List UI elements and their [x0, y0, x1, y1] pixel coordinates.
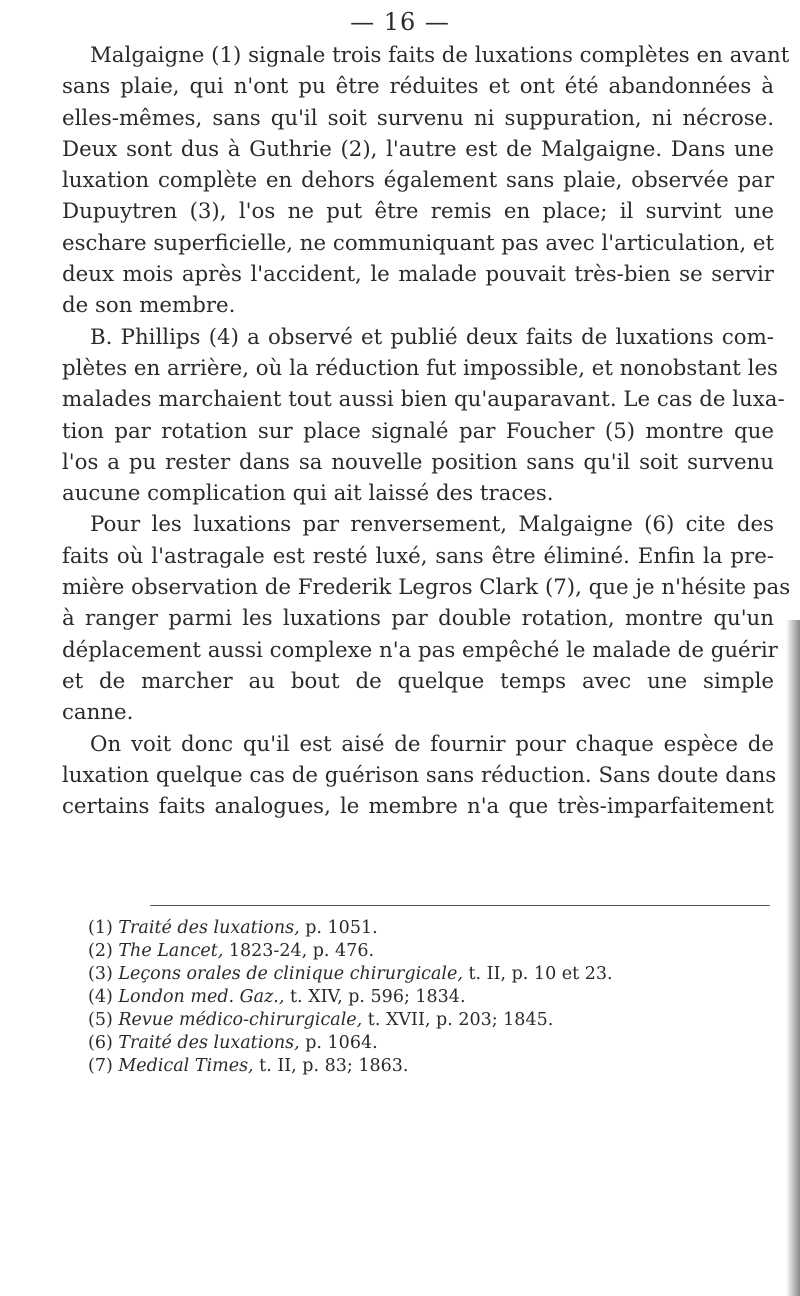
text-line: tion par rotation sur place signalé par Foucher (5) montre que — [62, 418, 774, 444]
footnote-title: Traité des luxations, — [118, 1033, 300, 1053]
text-line: luxation complète en dehors également sans plaie, observée par — [62, 168, 774, 194]
text-line: à ranger parmi les luxations par double rotation, montre qu'un — [62, 606, 774, 632]
footnote-detail: t. XIV, p. 596; 1834. — [284, 987, 466, 1007]
footnote-number: (6) — [88, 1033, 113, 1053]
text-line: déplacement aussi complexe n'a pas empêché le malade de guérir — [62, 637, 778, 663]
footnote-title: Revue médico-chirurgicale, — [118, 1010, 363, 1030]
footnote — [88, 940, 748, 963]
text-line: Deux sont dus à Guthrie (2), l'autre est de Malgaigne. Dans une — [62, 136, 774, 162]
footnote-title: The Lancet, — [118, 941, 224, 961]
footnote-detail: 1823-24, p. 476. — [223, 941, 375, 961]
footnote — [88, 1032, 748, 1055]
footnotes — [88, 917, 748, 1078]
text-line: sans plaie, qui n'ont pu être réduites et ont été abandonnées à — [62, 74, 774, 100]
text-line: eschare superficielle, ne communiquant pas avec l'articulation, et — [62, 230, 775, 256]
text-line: elles-mêmes, sans qu'il soit survenu ni suppuration, ni nécrose. — [62, 105, 774, 131]
text-line: certains faits analogues, le membre n'a que très-imparfaitement — [62, 794, 774, 820]
text-line: faits où l'astragale est resté luxé, sans être éliminé. Enfin la pre- — [62, 543, 774, 569]
body-text — [62, 40, 791, 822]
text-line: plètes en arrière, où la réduction fut impossible, et nonobstant les — [62, 355, 778, 381]
footnote-title: Traité des luxations, — [118, 918, 300, 938]
footnote — [88, 986, 748, 1009]
footnote-number: (5) — [88, 1010, 113, 1030]
footnote-detail: p. 1051. — [299, 918, 378, 938]
text-line: B. Phillips (4) a observé et publié deux faits de luxations com- — [90, 324, 774, 350]
text-line: Malgaigne (1) signale trois faits de luxations complètes en avant — [90, 43, 790, 68]
footnote-number: (2) — [88, 941, 113, 961]
footnote-number: (4) — [88, 987, 113, 1007]
text-line: Pour les luxations par renversement, Malgaigne (6) cite des — [90, 512, 774, 538]
text-line: deux mois après l'accident, le malade pouvait très-bien se servir — [62, 262, 774, 288]
footnote — [88, 917, 748, 940]
text-line: l'os a pu rester dans sa nouvelle position sans qu'il soit survenu — [62, 449, 774, 475]
text-line: et de marcher au bout de quelque temps avec une simple — [62, 668, 774, 694]
text-line: luxation quelque cas de guérison sans réduction. Sans doute dans — [62, 762, 777, 788]
footnote-title: London med. Gaz., — [118, 987, 285, 1007]
footnote — [88, 1009, 748, 1032]
text-line: aucune complication qui ait laissé des traces. — [62, 481, 554, 507]
page-edge-shadow — [786, 620, 800, 1296]
footnote-number: (1) — [88, 918, 113, 938]
footnote-number: (3) — [88, 964, 113, 984]
text-line: canne. — [62, 700, 134, 726]
footnote-detail: p. 1064. — [299, 1033, 378, 1053]
footnote — [88, 963, 748, 986]
footnote-number: (7) — [88, 1056, 113, 1076]
text-line: On voit donc qu'il est aisé de fournir pour chaque espèce de — [90, 731, 774, 757]
footnote-detail: t. II, p. 83; 1863. — [253, 1056, 409, 1076]
text-line: Dupuytren (3), l'os ne put être remis en place; il survint une — [62, 199, 774, 225]
footnote-title: Leçons orales de clinique chirurgicale, — [118, 964, 463, 984]
footnote-detail: t. II, p. 10 et 23. — [462, 964, 613, 984]
footnote-detail: t. XVII, p. 203; 1845. — [362, 1010, 554, 1030]
text-line: mière observation de Frederik Legros Clark (7), que je n'hésite pas — [62, 575, 791, 601]
footnote-divider — [150, 905, 770, 906]
page-number: — 16 — — [350, 8, 450, 36]
footnote-title: Medical Times, — [118, 1056, 254, 1076]
text-line: de son membre. — [62, 293, 236, 319]
text-line: malades marchaient tout aussi bien qu'auparavant. Le cas de luxa- — [62, 387, 785, 413]
footnote — [88, 1055, 748, 1078]
